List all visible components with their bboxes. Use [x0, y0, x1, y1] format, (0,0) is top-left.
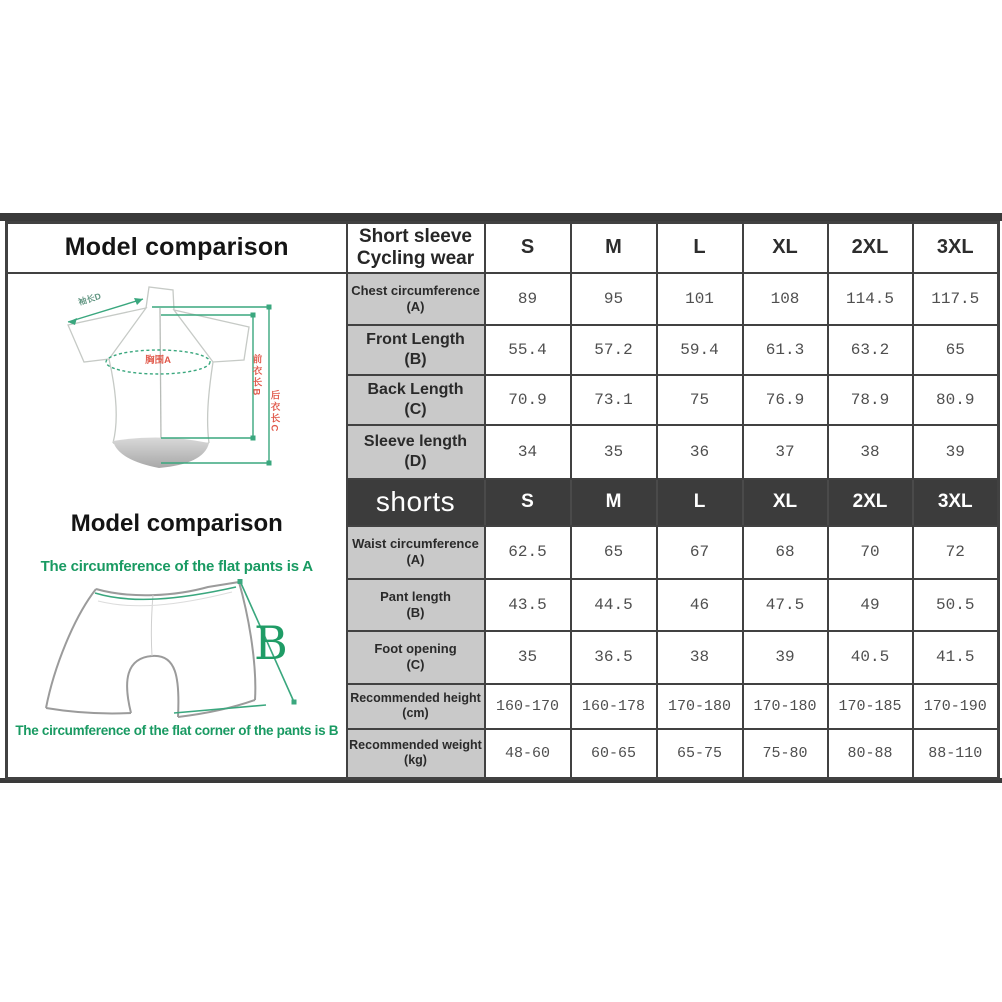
value-cell: 43.5	[485, 579, 571, 631]
value-cell: 60-65	[571, 729, 657, 779]
value-cell: 55.4	[485, 325, 571, 375]
value-cell: 160-170	[485, 684, 571, 729]
value-cell: 37	[743, 425, 828, 479]
spec-label-text: Back Length	[367, 381, 464, 399]
value-cell: 75-80	[743, 729, 828, 779]
value-cell: 44.5	[571, 579, 657, 631]
jersey-chest-annotation: 胸围A	[145, 354, 171, 366]
spec-label-text: Waist circumference	[352, 536, 479, 552]
pants-note-a: The circumference of the flat pants is A	[40, 557, 313, 575]
value-cell: 47.5	[743, 579, 828, 631]
spec-label-code: (kg)	[404, 753, 427, 768]
value-cell: 114.5	[828, 273, 913, 325]
value-cell: 95	[571, 273, 657, 325]
shorts-size-col-xl: XL	[743, 479, 828, 526]
shorts-size-col-m: M	[571, 479, 657, 526]
value-cell: 35	[571, 425, 657, 479]
value-cell: 170-185	[828, 684, 913, 729]
value-cell: 36	[657, 425, 743, 479]
spec-label-text: Sleeve length	[363, 433, 468, 451]
spec-label-code: (C)	[404, 400, 427, 418]
spec-label-code: (A)	[406, 298, 425, 314]
top-divider-bar	[0, 213, 1002, 221]
value-cell: 80.9	[913, 375, 999, 425]
shorts-size-col-l: L	[657, 479, 743, 526]
spec-label-text: Recommended weight	[349, 738, 482, 753]
jersey-sleeve-length-annotation: 袖长D	[76, 290, 103, 307]
value-cell: 41.5	[913, 631, 999, 684]
value-cell: 57.2	[571, 325, 657, 375]
size-col-header-s: S	[485, 223, 571, 273]
value-cell: 36.5	[571, 631, 657, 684]
value-cell: 78.9	[828, 375, 913, 425]
model-comparison-title-2: Model comparison	[70, 509, 283, 537]
spec-label-sleeve-length	[347, 425, 485, 479]
shorts-size-col-2xl: 2XL	[828, 479, 913, 526]
value-cell: 117.5	[913, 273, 999, 325]
size-col-header-l: L	[657, 223, 743, 273]
value-cell: 108	[743, 273, 828, 325]
value-cell: 39	[743, 631, 828, 684]
value-cell: 89	[485, 273, 571, 325]
size-col-header-3xl: 3XL	[913, 223, 999, 273]
shorts-diagram	[36, 579, 306, 724]
shorts-b-annotation: B	[254, 615, 288, 670]
spec-label-code: (D)	[404, 452, 427, 470]
spec-label-back-length	[347, 375, 485, 425]
value-cell: 68	[743, 526, 828, 579]
value-cell: 101	[657, 273, 743, 325]
spec-label-foot-opening	[347, 631, 485, 684]
value-cell: 73.1	[571, 375, 657, 425]
spec-label-code: (B)	[404, 350, 427, 368]
value-cell: 160-178	[571, 684, 657, 729]
spec-label-text: Front Length	[366, 331, 465, 349]
size-col-header-m: M	[571, 223, 657, 273]
value-cell: 65	[913, 325, 999, 375]
value-cell: 38	[657, 631, 743, 684]
spec-label-text: Recommended height	[350, 691, 481, 705]
value-cell: 40.5	[828, 631, 913, 684]
value-cell: 70	[828, 526, 913, 579]
spec-label-recommended-height	[347, 684, 485, 729]
jersey-front-length-annotation: 前衣长B	[250, 353, 262, 397]
value-cell: 50.5	[913, 579, 999, 631]
spec-label-text: Chest circumference	[351, 282, 480, 298]
value-cell: 65-75	[657, 729, 743, 779]
value-cell: 48-60	[485, 729, 571, 779]
jersey-back-length-annotation: 后衣长C	[268, 389, 280, 433]
value-cell: 34	[485, 425, 571, 479]
spec-label-code: (B)	[406, 604, 425, 620]
spec-label-waist	[347, 526, 485, 579]
spec-label-pant-length	[347, 579, 485, 631]
value-cell: 67	[657, 526, 743, 579]
jersey-measure-lines	[68, 299, 269, 463]
value-cell: 170-190	[913, 684, 999, 729]
spec-label-code: (A)	[406, 552, 425, 567]
jersey-table-title	[347, 223, 485, 273]
spec-label-code: (C)	[406, 657, 425, 672]
value-cell: 72	[913, 526, 999, 579]
value-cell: 35	[485, 631, 571, 684]
jersey-title-line1: Short sleeve	[359, 226, 472, 248]
value-cell: 38	[828, 425, 913, 479]
value-cell: 80-88	[828, 729, 913, 779]
value-cell: 62.5	[485, 526, 571, 579]
spec-label-front-length	[347, 325, 485, 375]
spec-label-text: Foot opening	[374, 641, 457, 657]
value-cell: 49	[828, 579, 913, 631]
model-comparison-title: Model comparison	[7, 223, 347, 273]
value-cell: 59.4	[657, 325, 743, 375]
value-cell: 170-180	[743, 684, 828, 729]
value-cell: 61.3	[743, 325, 828, 375]
jersey-diagram	[56, 280, 306, 480]
size-col-header-xl: XL	[743, 223, 828, 273]
value-cell: 88-110	[913, 729, 999, 779]
jersey-title-line2: Cycling wear	[356, 247, 475, 269]
spec-label-recommended-weight	[347, 729, 485, 779]
shorts-table-title: shorts	[347, 479, 485, 526]
value-cell: 46	[657, 579, 743, 631]
value-cell: 39	[913, 425, 999, 479]
value-cell: 63.2	[828, 325, 913, 375]
value-cell: 76.9	[743, 375, 828, 425]
spec-label-chest	[347, 273, 485, 325]
value-cell: 170-180	[657, 684, 743, 729]
size-col-header-2xl: 2XL	[828, 223, 913, 273]
jersey-outline	[68, 287, 249, 447]
shorts-outline	[46, 582, 255, 717]
value-cell: 70.9	[485, 375, 571, 425]
spec-label-code: (cm)	[402, 706, 429, 720]
value-cell: 65	[571, 526, 657, 579]
shorts-size-col-3xl: 3XL	[913, 479, 999, 526]
spec-label-text: Pant length	[380, 588, 451, 604]
size-chart-table	[5, 221, 1000, 780]
value-cell: 75	[657, 375, 743, 425]
shorts-size-col-s: S	[485, 479, 571, 526]
model-illustration-cell	[7, 273, 347, 779]
pants-note-b: The circumference of the flat corner of the pants is B	[15, 722, 339, 738]
